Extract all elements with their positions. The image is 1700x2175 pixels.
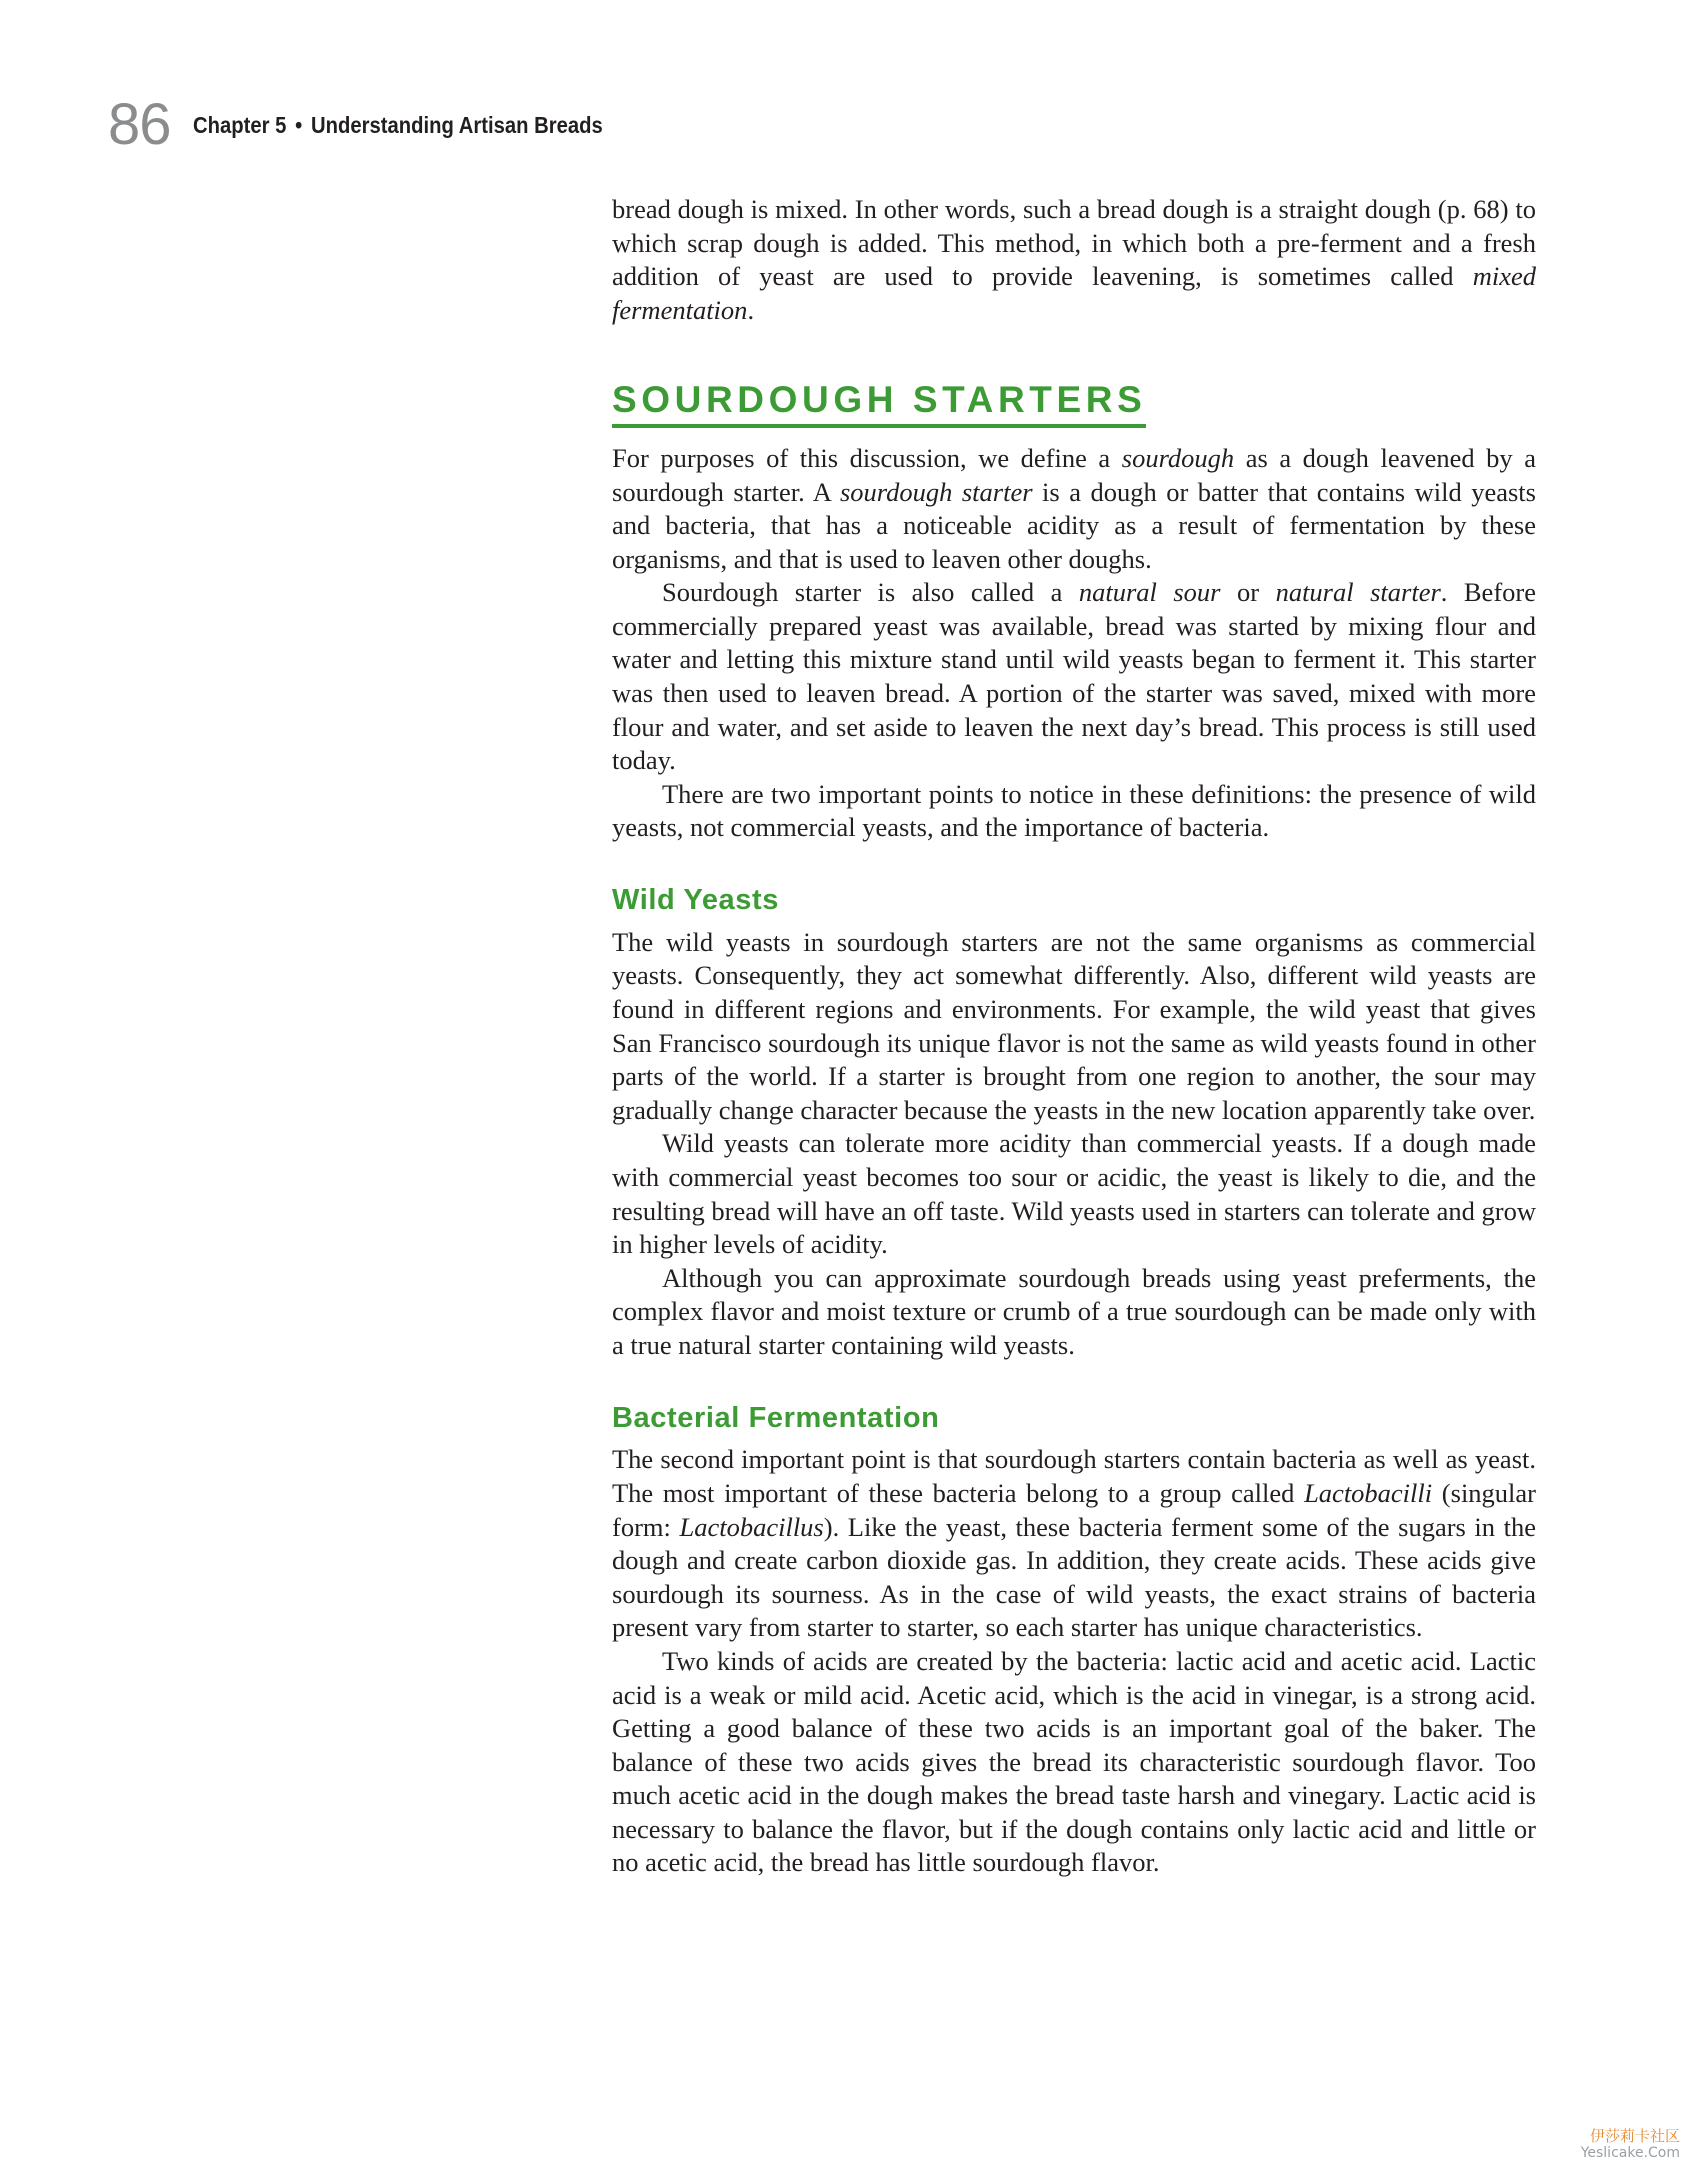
important-points-paragraph: There are two important points to notice in these definitions: the presence of wild yeasts, not commercial yeasts, and the importance of bacteria.: [612, 778, 1536, 843]
watermark-line-2: Yeslicake.Com: [1580, 2144, 1680, 2161]
term-sourdough: sourdough: [1121, 442, 1235, 473]
chapter-label: Chapter 5: [192, 111, 286, 138]
wild-yeasts-paragraph-2: Wild yeasts can tolerate more acidity than commercial yeasts. If a dough made with commercial yeast becomes too sour or acidic, the yeast is likely to die, and the resulting bread will have an off taste. Wild yeasts used in starters can tolerate and grow in higher levels of acidity.: [612, 1128, 1536, 1260]
subsection-title-wild-yeasts: Wild Yeasts: [612, 884, 779, 917]
running-head: [108, 92, 658, 158]
watermark: [1581, 2128, 1680, 2161]
subsection-title-bacterial-fermentation: Bacterial Fermentation: [612, 1401, 940, 1434]
term-lactobacilli: Lactobacilli: [1304, 1477, 1433, 1508]
intro-paragraph: bread dough is mixed. In other words, such a bread dough is a straight dough (p. 68) to which scrap dough is added. This method, in which both a pre-ferment and a fresh addition of yeast are used to provide leavening, is sometimes called mixed fermentation.: [612, 194, 1536, 325]
chapter-title: Understanding Artisan Breads: [310, 111, 603, 138]
bacterial-paragraph-1: The second important point is that sourdough starters contain bacteria as well as yeast. The most important of these bacteria belong to a group called Lactobacilli (singular form: Lactobacillus). Like the yeast, these bacteria ferment some of the sugars in the dough and create carbon dioxide gas. In addition, they create acids. These acids give sourdough its sourness. As in the case of wild yeasts, the exact strains of bacteria present vary from starter to starter, so each starter has unique characteristics.: [612, 1444, 1537, 1643]
term-natural-sour: natural sour: [1078, 577, 1221, 608]
text-column: [612, 193, 1536, 1880]
bullet-separator: •: [294, 111, 302, 138]
term-natural-starter: natural starter: [1275, 577, 1441, 608]
watermark-line-1: 伊莎莉卡社区: [1589, 2126, 1680, 2145]
natural-starter-paragraph: Sourdough starter is also called a natural sour or natural starter. Before commercially prepared yeast was available, bread was started by mixing flour and water and letting this mixture stand until wild yeasts began to ferment it. This starter was then used to leaven bread. A portion of the starter was saved, mixed with more flour and water, and set aside to leaven the next day’s bread. This process is still used today.: [612, 577, 1536, 776]
wild-yeasts-paragraph-1: The wild yeasts in sourdough starters are not the same organisms as commercial yeasts. Consequently, they act somewhat differently. Also, different wild yeasts are found in different regions and environments. For example, the wild yeast that gives San Francisco sourdough its unique flavor is not the same as wild yeasts found in other parts of the world. If a starter is brought from one region to another, the sour may gradually change character because the yeasts in the new location apparently take over.: [612, 926, 1536, 1125]
term-lactobacillus: Lactobacillus: [679, 1511, 824, 1542]
bacterial-paragraph-2: Two kinds of acids are created by the bacteria: lactic acid and acetic acid. Lactic acid is a weak or mild acid. Acetic acid, which is the acid in vinegar, is a strong acid. Getting a good balance of these two acids is an important goal of the baker. The balance of these two acids gives the bread its characteristic sourdough flavor. Too much acetic acid in the dough makes the bread taste harsh and vinegary. Lactic acid is necessary to balance the flavor, but if the dough contains only lactic acid and little or no acetic acid, the bread has little sourdough flavor.: [612, 1645, 1536, 1878]
term-mixed-fermentation: mixed fermentation: [612, 261, 1536, 325]
term-sourdough-starter: sourdough starter: [839, 476, 1033, 507]
definition-paragraph: For purposes of this discussion, we define a sourdough as a dough leavened by a sourdough starter. A sourdough starter is a dough or batter that contains wild yeasts and bacteria, that has a noticeable acidity as a result of fermentation by these organisms, and that is used to leaven other doughs.: [612, 442, 1536, 574]
section-title: SOURDOUGH STARTERS: [612, 379, 1146, 428]
wild-yeasts-paragraph-3: Although you can approximate sourdough breads using yeast preferments, the complex flavor and moist texture or crumb of a true sourdough can be made only with a true natural starter containing wild yeasts.: [612, 1262, 1536, 1360]
page-number: 86: [108, 92, 171, 157]
chapter-heading: [193, 112, 603, 139]
